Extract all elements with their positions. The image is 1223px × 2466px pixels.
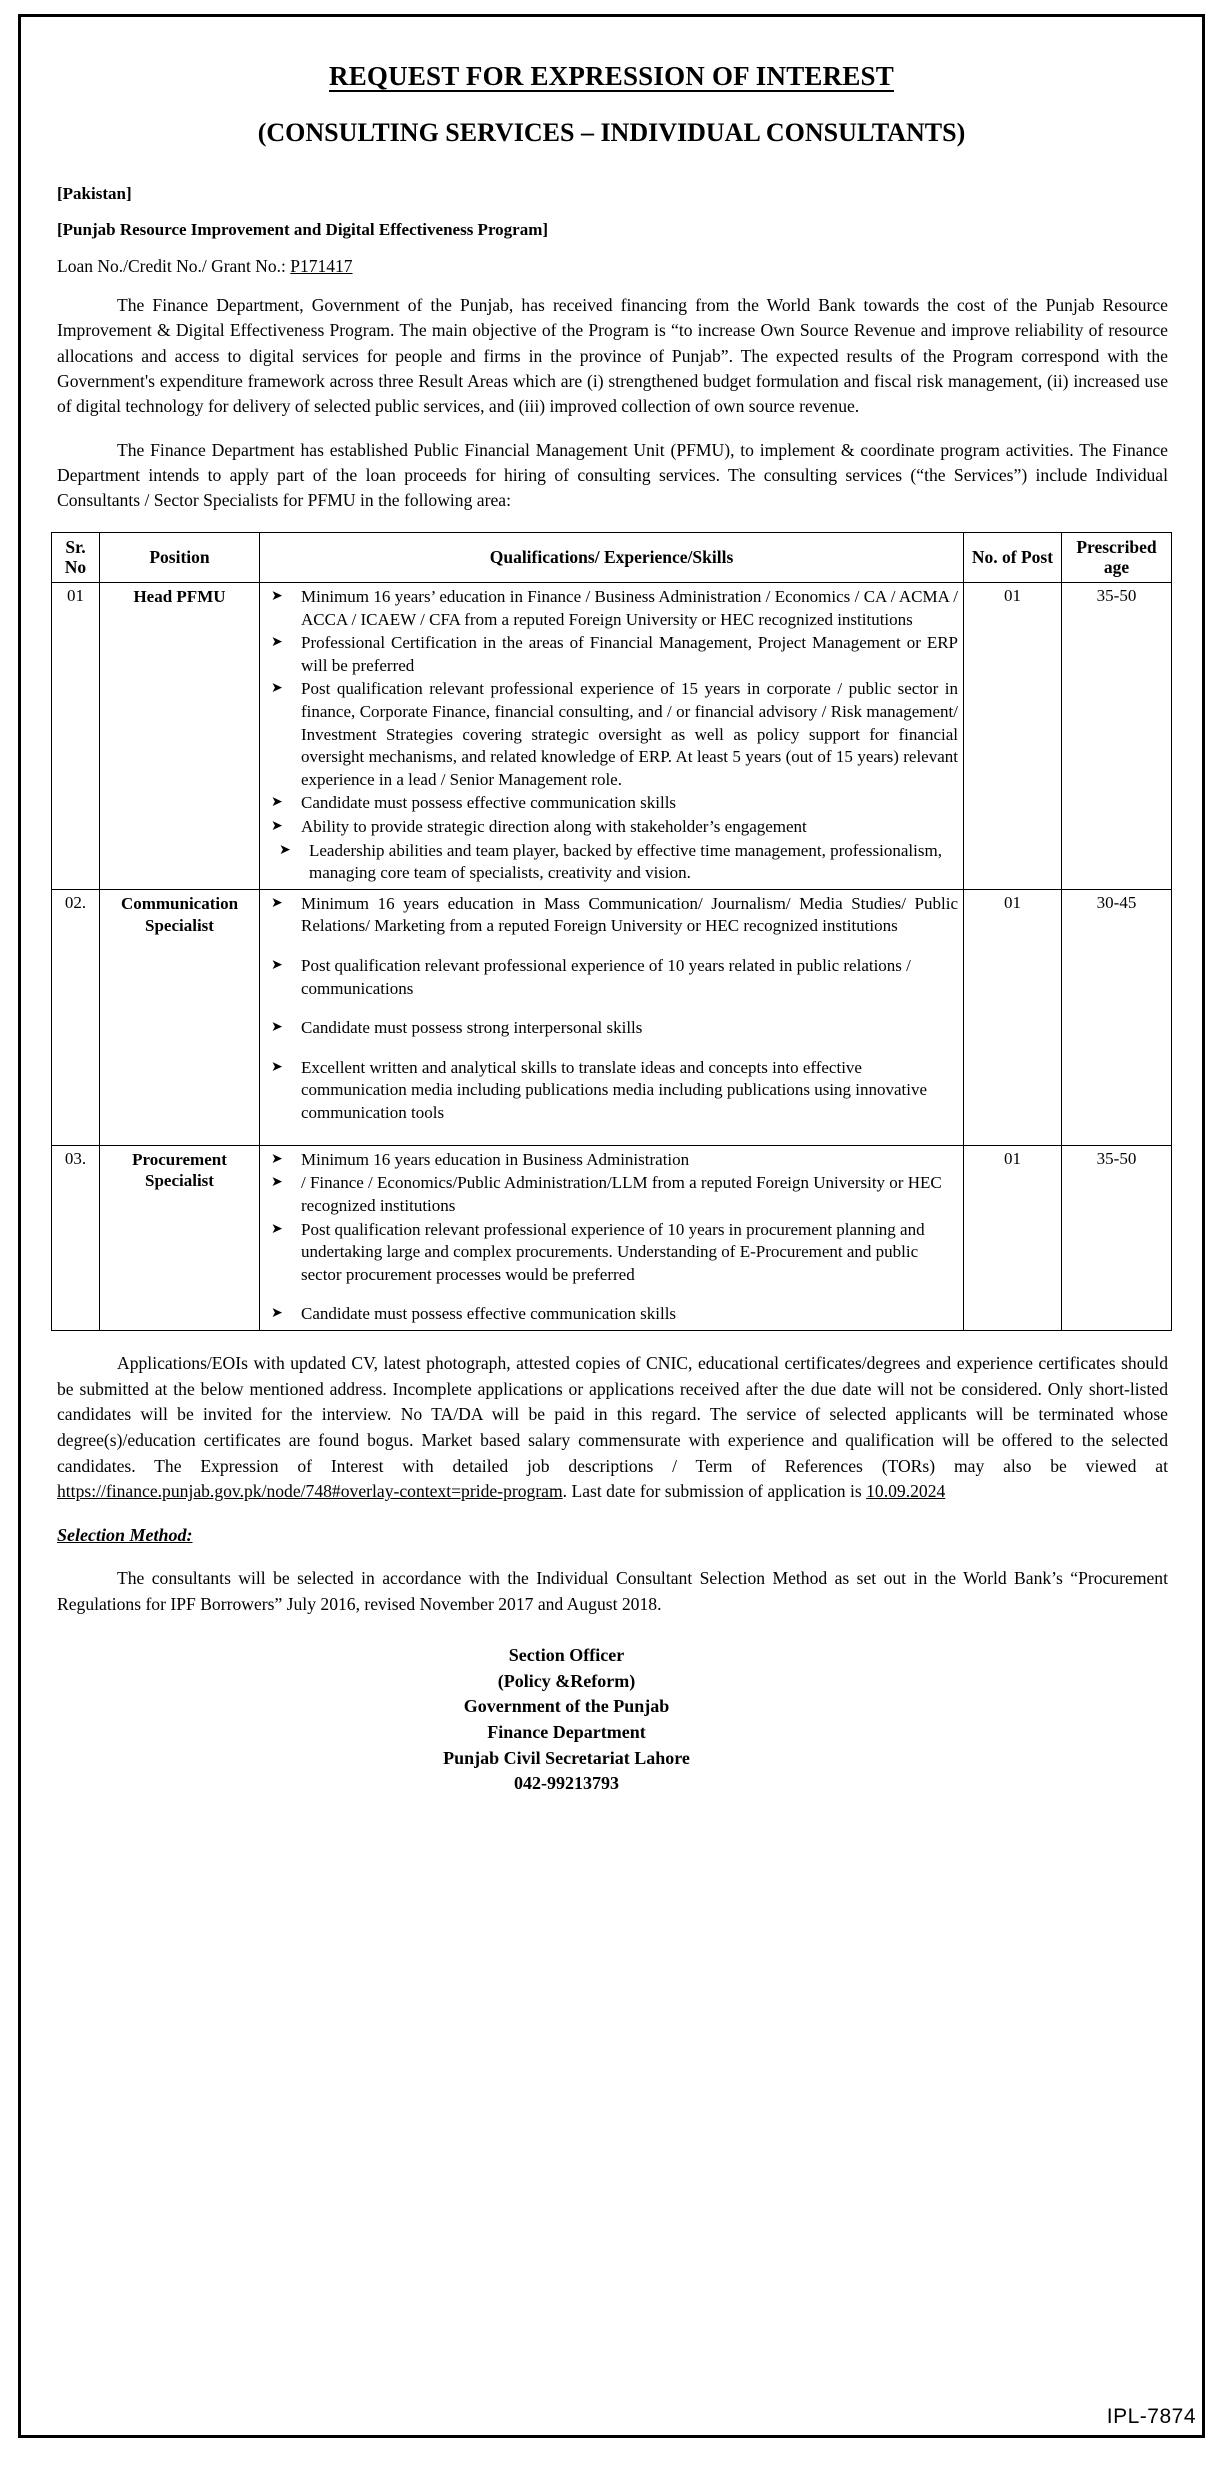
qualification-list	[265, 586, 958, 885]
list-item: ➤ Post qualification relevant professional experience of 15 years in corporate / public sector in finance, Corporate Finance, financial consulting, and / or financial advisory / Risk management/ Investment Strategies covering strategic oversight as well as policy support for financial oversight mechanisms, and related knowledge of ERP. At least 5 years (out of 15 years) relevant experience in a lead / Senior Management role.	[265, 678, 958, 791]
signature-line: (Policy &Reform)	[497, 1670, 636, 1691]
list-item: ➤ Minimum 16 years’ education in Finance / Business Administration / Economics / CA / ACMA / ACCA / ICAEW / CFA from a reputed Foreign University or HEC recognized institutions	[265, 586, 958, 631]
applications-note-text-1: Applications/EOIs with updated CV, latest photograph, attested copies of CNIC, educational certificates/degrees and experience certificates should be submitted at the below mentioned address. Incomplete applications or applications received after the due date will not be considered. Only short-listed candidates will be invited for the interview. No TA/DA will be paid in this regard. The service of selected applicants will be terminated whose degree(s)/education certificates are found bogus. Market based salary commensurate with experience and qualification will be offered to the selected candidates. The Expression of Interest with detailed job descriptions / Term of References (TORs) may also be viewed at	[57, 1352, 1168, 1476]
list-item: ➤ Minimum 16 years education in Business Administration	[265, 1149, 958, 1172]
country-label: [Pakistan]	[57, 184, 132, 203]
intro-paragraph-1: The Finance Department, Government of the Punjab, has received financing from the World Bank towards the cost of the Punjab Resource Improvement & Digital Effectiveness Program. The main objective of the Program is “to increase Own Source Revenue and improve reliability of resource allocations and access to digital services for people and firms in the province of Punjab”. The expected results of the Program correspond with the Government's expenditure framework across three Result Areas which are (i) strengthened budget formulation and fiscal risk management, (ii) increased use of digital technology for delivery of selected public services, and (iii) improved collection of own source revenue.	[57, 295, 1168, 417]
cell-sr-no: 02.	[52, 889, 100, 1145]
cell-qualifications	[260, 1145, 964, 1330]
document-border-frame	[18, 14, 1205, 2438]
cell-sr-no: 03.	[52, 1145, 100, 1330]
table-row	[52, 1145, 1172, 1330]
signature-line: Punjab Civil Secretariat Lahore	[443, 1747, 690, 1768]
cell-prescribed-age: 35-50	[1062, 582, 1172, 889]
signature-block	[51, 1643, 1172, 1796]
cell-no-of-post: 01	[964, 1145, 1062, 1330]
header-prescribed-age: Prescribed age	[1062, 532, 1172, 582]
header-no-of-post: No. of Post	[964, 532, 1062, 582]
list-item: ➤ Excellent written and analytical skills to translate ideas and concepts into effective communication media including publications media including publications using innovative communication tools	[265, 1057, 958, 1125]
table-row	[52, 582, 1172, 889]
page-title: REQUEST FOR EXPRESSION OF INTEREST	[329, 61, 894, 91]
cell-no-of-post: 01	[964, 889, 1062, 1145]
header-sr-no: Sr. No	[52, 532, 100, 582]
tor-link[interactable]: https://finance.punjab.gov.pk/node/748#overlay-context=pride-program	[57, 1481, 563, 1502]
cell-prescribed-age: 35-50	[1062, 1145, 1172, 1330]
signature-line: Section Officer	[508, 1645, 625, 1666]
program-label: [Punjab Resource Improvement and Digital Effectiveness Program]	[57, 220, 549, 239]
list-item: ➤ Professional Certification in the areas of Financial Management, Project Management or ERP will be preferred	[265, 632, 958, 677]
cell-qualifications	[260, 582, 964, 889]
applications-note	[51, 1351, 1172, 1505]
cell-sr-no: 01	[52, 582, 100, 889]
signature-line: 042-99213793	[514, 1773, 619, 1794]
header-position: Position	[100, 532, 260, 582]
cell-position: Head PFMU	[100, 582, 260, 889]
table-header-row	[52, 532, 1172, 582]
list-item: ➤ Leadership abilities and team player, backed by effective time management, professionalism, managing core team of specialists, creativity and vision.	[265, 840, 958, 885]
page-subtitle: (CONSULTING SERVICES – INDIVIDUAL CONSULTANTS)	[257, 118, 966, 147]
signature-line: Government of the Punjab	[463, 1696, 670, 1717]
table-row	[52, 889, 1172, 1145]
list-item: ➤ Candidate must possess effective communication skills	[265, 1303, 958, 1326]
meta-block	[51, 184, 1172, 277]
applications-note-text-2: . Last date for submission of application is	[562, 1481, 867, 1502]
list-item: ➤ Post qualification relevant professional experience of 10 years related in public relations / communications	[265, 955, 958, 1000]
loan-number-label: Loan No./Credit No./ Grant No.:	[57, 256, 286, 276]
signature-line: Finance Department	[487, 1721, 646, 1742]
cell-qualifications	[260, 889, 964, 1145]
loan-number-line	[51, 256, 1172, 277]
cell-position: Communication Specialist	[100, 889, 260, 1145]
list-item: ➤ / Finance / Economics/Public Administration/LLM from a reputed Foreign University or HEC recognized institutions	[265, 1172, 958, 1217]
list-item: ➤ Post qualification relevant professional experience of 10 years in procurement planning and undertaking large and complex procurements. Understanding of E-Procurement and public sector procurement processes would be preferred	[265, 1219, 958, 1287]
intro-paragraph-2: The Finance Department has established Public Financial Management Unit (PFMU), to implement & coordinate program activities. The Finance Department intends to apply part of the loan proceeds for hiring of consulting services. The consulting services (“the Services”) include Individual Consultants / Sector Specialists for PFMU in the following area:	[57, 439, 1168, 511]
selection-method-paragraph: The consultants will be selected in accordance with the Individual Consultant Selection Method as set out in the World Bank’s “Procurement Regulations for IPF Borrowers” July 2016, revised November 2017 and August 2018.	[57, 1568, 1168, 1614]
loan-number-value: P171417	[290, 256, 353, 276]
cell-position: Procurement Specialist	[100, 1145, 260, 1330]
qualification-list	[265, 1149, 958, 1326]
header-qualifications: Qualifications/ Experience/Skills	[260, 532, 964, 582]
list-item: ➤ Candidate must possess strong interpersonal skills	[265, 1017, 958, 1040]
list-item: ➤ Minimum 16 years education in Mass Communication/ Journalism/ Media Studies/ Public Relations/ Marketing from a reputed Foreign University or HEC recognized institutions	[265, 893, 958, 938]
qualification-list	[265, 893, 958, 1125]
list-item: ➤ Ability to provide strategic direction along with stakeholder’s engagement	[265, 816, 958, 839]
selection-method-heading: Selection Method:	[57, 1525, 193, 1545]
positions-table	[51, 532, 1172, 1331]
cell-prescribed-age: 30-45	[1062, 889, 1172, 1145]
cell-no-of-post: 01	[964, 582, 1062, 889]
list-item: ➤ Candidate must possess effective communication skills	[265, 792, 958, 815]
last-date-value: 10.09.2024	[866, 1481, 946, 1502]
ipl-reference-code: IPL-7874	[1106, 2405, 1196, 2428]
